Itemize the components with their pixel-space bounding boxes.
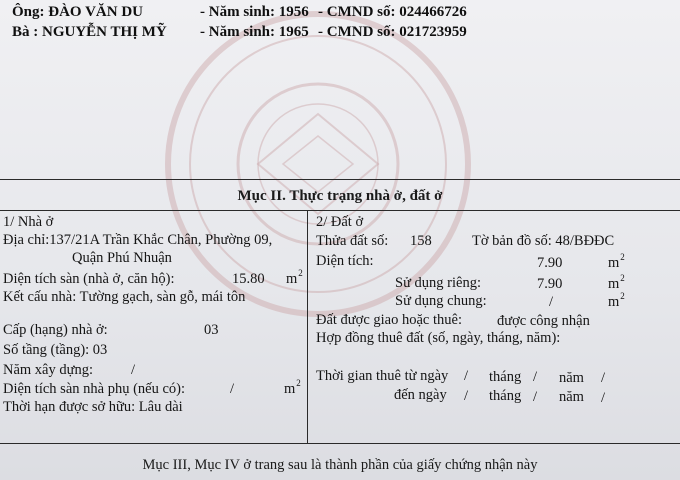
lease-to-month-label: tháng <box>489 388 522 404</box>
house-floors: Số tầng (tầng): 03 <box>3 342 108 358</box>
owner-2-birth: - Năm sinh: 1965 <box>200 24 309 40</box>
land-area-unit: $m^2$ <box>608 252 625 271</box>
house-floor-area-value: 15.80 <box>232 271 265 287</box>
footer-note: Mục III, Mục IV ở trang sau là thành phần của giấy chứng nhận này <box>142 457 538 473</box>
land-heading: 2/ Đất ở <box>316 214 364 230</box>
section-2-title: Mục II. Thực trạng nhà ở, đất ở <box>237 188 443 204</box>
land-private-unit: $m^2$ <box>608 273 625 292</box>
house-grade-label: Cấp (hạng) nhà ở: <box>3 322 108 338</box>
owner-1-title: Ông: ĐÀO VĂN DU <box>12 4 143 20</box>
house-heading: 1/ Nhà ở <box>3 214 54 230</box>
lease-from-label: Thời gian thuê từ ngày <box>316 368 449 384</box>
owner-2-title: Bà : NGUYỄN THỊ MỸ <box>12 24 167 40</box>
house-structure: Kết cấu nhà: Tường gạch, sàn gỗ, mái tôn <box>3 289 246 305</box>
land-allocation-label: Đất được giao hoặc thuê: <box>316 312 462 328</box>
lease-from-month-slash: / <box>533 369 538 385</box>
lease-to-year-slash: / <box>601 390 606 406</box>
table-border-top <box>0 179 680 180</box>
land-area-label: Diện tích: <box>316 253 374 269</box>
lease-to-month-slash: / <box>533 389 538 405</box>
owner-1-birth: - Năm sinh: 1956 <box>200 4 309 20</box>
land-shared-unit: $m^2$ <box>608 291 625 310</box>
column-divider <box>307 210 308 443</box>
lease-to-year-label: năm <box>559 389 584 405</box>
header-divider <box>0 210 680 211</box>
land-lease-contract: Hợp đồng thuê đất (số, ngày, tháng, năm): <box>316 330 561 346</box>
house-year-built-label: Năm xây dựng: <box>3 362 94 378</box>
land-area-value: 7.90 <box>537 255 563 271</box>
house-address-line-2: Quận Phú Nhuận <box>72 250 172 266</box>
land-private-label: Sử dụng riêng: <box>395 275 481 291</box>
house-year-built-value: / <box>131 362 136 378</box>
house-floor-area-label: Diện tích sàn (nhà ở, căn hộ): <box>3 271 175 287</box>
house-address-line-1: Địa chỉ:137/21A Trần Khắc Chân, Phường 09, <box>3 232 273 248</box>
owner-1-id: - CMND số: 024466726 <box>318 4 467 20</box>
house-grade-value: 03 <box>204 322 219 338</box>
house-aux-area-value: / <box>230 381 235 397</box>
land-private-value: 7.90 <box>537 276 563 292</box>
land-map-sheet: Tờ bản đồ số: 48/BĐĐC <box>472 233 615 249</box>
house-floor-area-unit: $m^2$ <box>286 268 303 287</box>
lease-from-month-label: tháng <box>489 369 522 385</box>
land-shared-value: / <box>549 294 554 310</box>
lease-to-day-slash: / <box>464 388 469 404</box>
lease-from-year-slash: / <box>601 370 606 386</box>
lease-from-day-slash: / <box>464 368 469 384</box>
table-border-bottom <box>0 443 680 444</box>
land-parcel-value: 158 <box>410 233 432 249</box>
house-aux-area-unit: $m^2$ <box>284 378 301 397</box>
house-ownership-term: Thời hạn được sở hữu: Lâu dài <box>3 399 183 415</box>
land-allocation-value: được công nhận <box>497 313 590 329</box>
lease-to-label: đến ngày <box>394 387 447 403</box>
owner-2-id: - CMND số: 021723959 <box>318 24 467 40</box>
house-aux-area-label: Diện tích sàn nhà phụ (nếu có): <box>3 381 186 397</box>
land-shared-label: Sử dụng chung: <box>395 293 487 309</box>
lease-from-year-label: năm <box>559 370 584 386</box>
land-parcel-label: Thửa đất số: <box>316 233 389 249</box>
